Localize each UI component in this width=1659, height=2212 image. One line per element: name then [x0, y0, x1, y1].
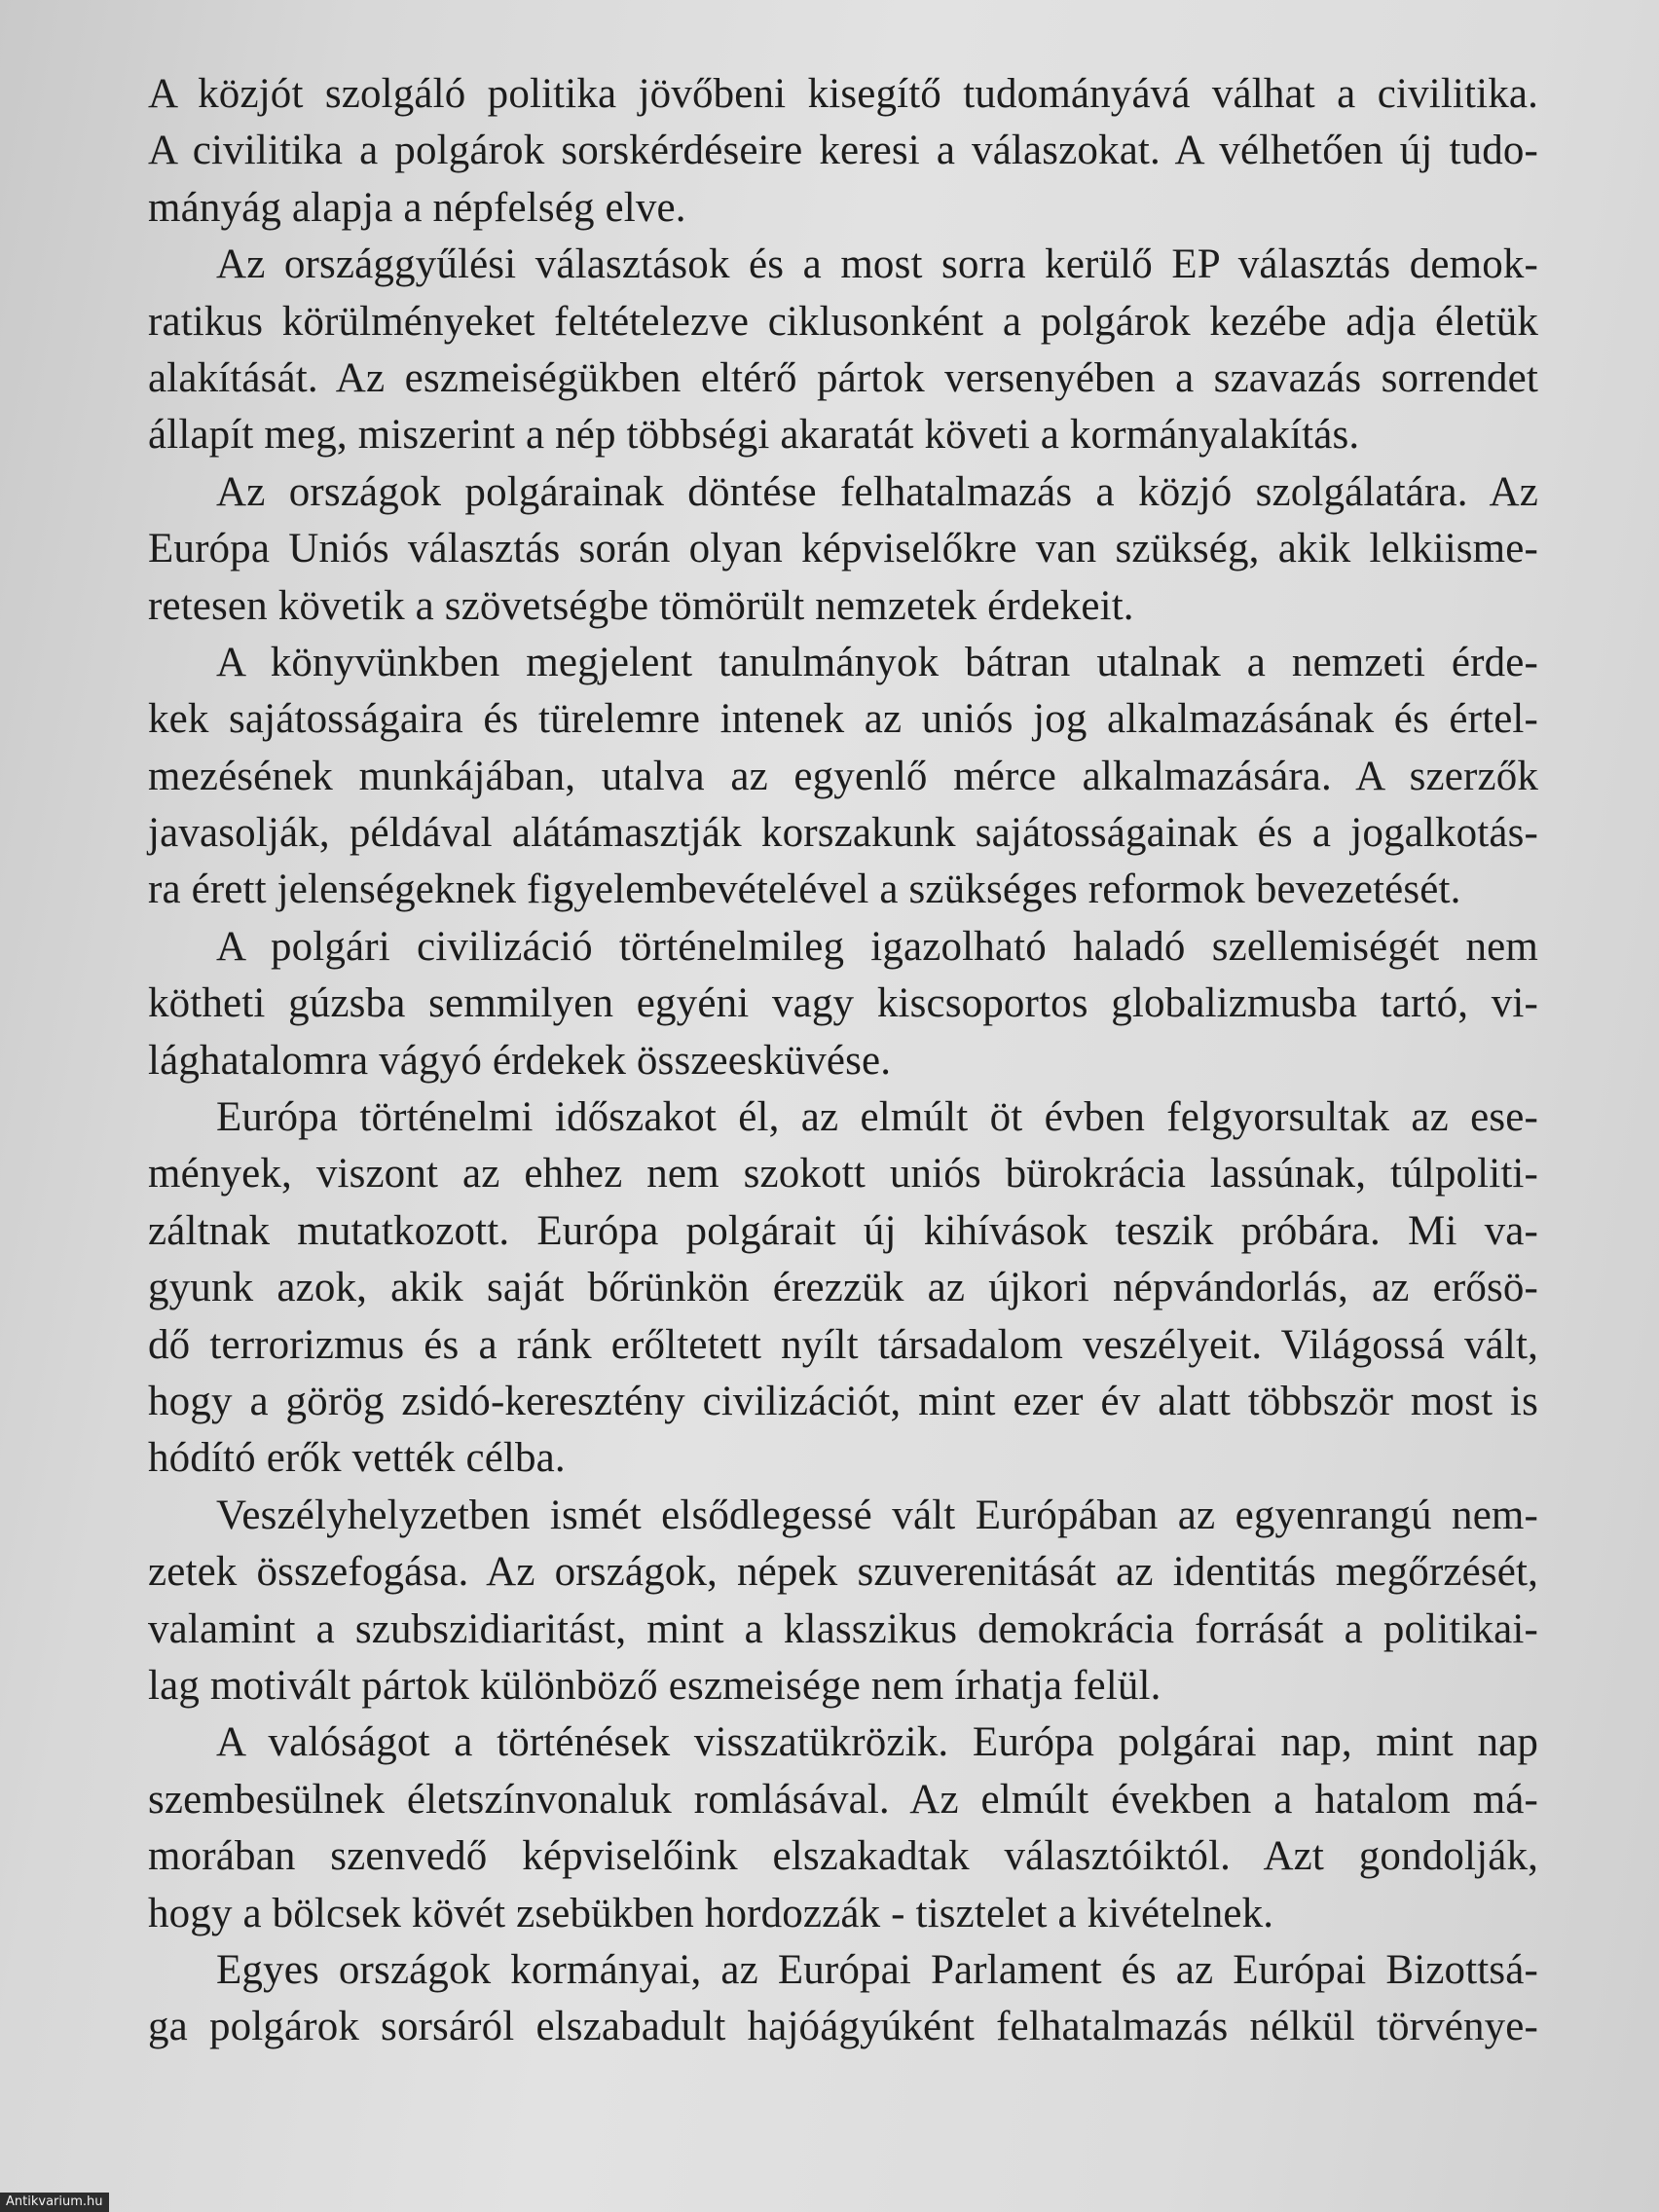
text-line: hódító erők vették célba.: [148, 1435, 566, 1482]
text-line: Európa Uniós választás során olyan képviselőkre van szükség, akik lelkiisme-: [148, 526, 1538, 572]
text-line: ratikus körülményeket feltételezve ciklusonként a polgárok kezébe adja életük: [148, 298, 1538, 345]
text-line: valamint a szubszidiaritást, mint a klasszikus demokrácia forrását a politikai-: [148, 1605, 1538, 1652]
text-line: A könyvünkben megjelent tanulmányok bátran utalnak a nemzeti érde-: [216, 639, 1538, 685]
text-line: retesen követik a szövetségbe tömörült nemzetek érdekeit.: [148, 582, 1134, 629]
text-line: A polgári civilizáció történelmileg igazolható haladó szellemiségét nem: [216, 923, 1538, 970]
text-line: záltnak mutatkozott. Európa polgárait új kihívások teszik próbára. Mi va-: [148, 1207, 1538, 1254]
text-line: lághatalomra vágyó érdekek összeesküvése.: [148, 1037, 892, 1084]
text-line: Veszélyhelyzetben ismét elsődlegessé vált Európában az egyenrangú nem-: [216, 1492, 1538, 1538]
text-line: ra érett jelenségeknek figyelembevételével a szükséges reformok bevezetését.: [148, 866, 1461, 913]
text-line: zetek összefogása. Az országok, népek szuverenitását az identitás megőrzését,: [148, 1549, 1538, 1596]
text-line: gyunk azok, akik saját bőrünkön érezzük az újkori népvándorlás, az erősö-: [148, 1265, 1538, 1311]
text-line: hogy a görög zsidó-keresztény civilizációt, mint ezer év alatt többször most is: [148, 1378, 1538, 1424]
text-line: morában szenvedő képviselőink elszakadtak választóiktól. Azt gondolják,: [148, 1833, 1538, 1880]
text-line: állapít meg, miszerint a nép többségi akaratát követi a kormányalakítás.: [148, 412, 1360, 459]
text-line: javasolják, példával alátámasztják korszakunk sajátosságainak és a jogalkotás-: [148, 810, 1538, 857]
text-line: mezésének munkájában, utalva az egyenlő mérce alkalmazására. A szerzők: [148, 753, 1538, 799]
text-line: kek sajátosságaira és türelemre intenek az uniós jog alkalmazásának és értel-: [148, 696, 1538, 743]
text-line: Az országok polgárainak döntése felhatalmazás a közjó szolgálatára. Az: [216, 468, 1538, 515]
text-line: szembesülnek életszínvonaluk romlásával. Az elmúlt években a hatalom má-: [148, 1776, 1538, 1823]
text-line: alakítását. Az eszmeiségükben eltérő pártok versenyében a szavazás sorrendet: [148, 354, 1538, 401]
watermark: Antikvarium.hu: [0, 2193, 109, 2212]
text-line: dő terrorizmus és a ránk erőltetett nyílt társadalom veszélyeit. Világossá vált,: [148, 1321, 1538, 1368]
text-line: A valóságot a történések visszatükrözik. Európa polgárai nap, mint nap: [216, 1719, 1538, 1766]
text-line: ga polgárok sorsáról elszabadult hajóágyúként felhatalmazás nélkül törvénye-: [148, 2004, 1538, 2050]
text-line: lag motivált pártok különböző eszmeisége nem írhatja felül.: [148, 1662, 1161, 1709]
text-line: Egyes országok kormányai, az Európai Parlament és az Európai Bizottsá-: [216, 1946, 1538, 1993]
text-line: hogy a bölcsek kövét zsebükben hordozzák - tisztelet a kivételnek.: [148, 1890, 1274, 1936]
text-line: A közjót szolgáló politika jövőbeni kisegítő tudományává válhat a civilitika.: [148, 71, 1538, 117]
text-line: Az országgyűlési választások és a most sorra kerülő EP választás demok-: [216, 241, 1538, 288]
text-line: mányág alapja a népfelség elve.: [148, 184, 686, 231]
text-line: kötheti gúzsba semmilyen egyéni vagy kiscsoportos globalizmusba tartó, vi-: [148, 980, 1538, 1027]
text-line: A civilitika a polgárok sorskérdéseire keresi a válaszokat. A vélhetően új tudo-: [148, 128, 1538, 174]
text-line: mények, viszont az ehhez nem szokott uniós bürokrácia lassúnak, túlpoliti-: [148, 1151, 1538, 1198]
text-line: Európa történelmi időszakot él, az elmúlt öt évben felgyorsultak az ese-: [216, 1094, 1538, 1141]
body-text: [148, 66, 1538, 2056]
